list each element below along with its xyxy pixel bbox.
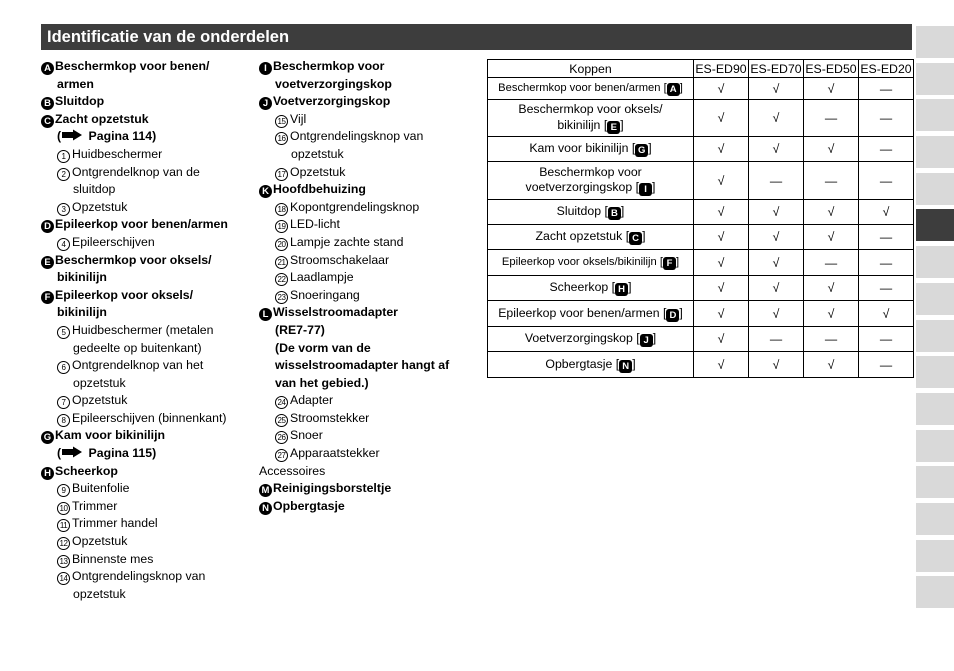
side-tab[interactable]: [916, 430, 954, 462]
table-cell-part-name: [488, 137, 694, 162]
parts-list-line: [259, 340, 484, 358]
not-included-dash: —: [859, 225, 914, 250]
parts-list-line: [41, 252, 251, 270]
parts-list-text: Voetverzorgingskop: [273, 94, 391, 109]
part-name-line: Zacht opzetstuk [: [535, 229, 630, 243]
side-tab[interactable]: [916, 576, 954, 608]
part-name-line: Beschermkop voor: [539, 164, 642, 179]
page-reference-arrow-icon: [61, 129, 83, 141]
parts-list-text: wisselstroomadapter hangt af: [275, 358, 450, 373]
parts-list-text: Beschermkop voor benen/: [55, 59, 210, 73]
parts-list-text: Kam voor bikinilijn: [55, 428, 166, 443]
parts-list-line: [41, 216, 251, 234]
parts-list-line: [259, 498, 484, 516]
parts-list-text: Trimmer handel: [72, 516, 158, 531]
part-letter-badge: M: [259, 484, 272, 497]
included-check: √: [694, 301, 749, 327]
included-check: √: [749, 301, 804, 327]
parts-list-text: Ontgrendelingsknop van: [290, 129, 424, 144]
part-number-circle: 3: [57, 203, 70, 216]
not-included-dash: —: [859, 137, 914, 162]
table-cell-part-name: [488, 352, 694, 378]
parts-list-text: Kopontgrendelingsknop: [290, 199, 420, 214]
parts-list-text: Huidbeschermer: [72, 146, 163, 161]
section-title: Identificatie van de onderdelen: [41, 24, 912, 50]
parts-list-text: Apparaatstekker: [290, 446, 380, 461]
part-letter-badge: G: [635, 144, 648, 157]
not-included-dash: —: [859, 162, 914, 200]
parts-list-text: Stroomstekker: [290, 410, 370, 425]
part-name-line: Kam voor bikinilijn [: [529, 141, 636, 155]
included-check: √: [694, 327, 749, 352]
page-reference-text: Pagina 114): [85, 129, 157, 144]
included-check: √: [694, 137, 749, 162]
bracket-close: ]: [675, 255, 680, 268]
parts-list-text: Opbergtasje: [273, 498, 345, 513]
parts-list-text: Opzetstuk: [72, 534, 128, 549]
part-letter-badge: J: [259, 97, 272, 110]
part-name-line: Opbergtasje [: [545, 356, 620, 371]
not-included-dash: —: [859, 250, 914, 276]
parts-list-line: [259, 76, 484, 94]
included-check: √: [694, 276, 749, 301]
table-row: [488, 301, 914, 327]
parts-list-line: [259, 111, 484, 129]
side-tab[interactable]: [916, 283, 954, 315]
not-included-dash: —: [749, 162, 804, 200]
side-tab[interactable]: [916, 136, 954, 168]
parts-list-line: [259, 375, 484, 393]
included-check: √: [859, 200, 914, 225]
part-number-circle: 25: [275, 414, 288, 427]
bracket-close: ]: [620, 204, 625, 218]
side-tab[interactable]: [916, 466, 954, 498]
side-tab[interactable]: [916, 246, 954, 278]
bracket-close: ]: [632, 356, 636, 371]
parts-list-column-2: [259, 58, 484, 515]
part-number-circle: 24: [275, 396, 288, 409]
table-header-model: ES-ED20: [860, 61, 912, 76]
side-tab[interactable]: [916, 209, 954, 241]
parts-list-text: Opzetstuk: [72, 199, 128, 214]
parts-list-text: Ontgrendelknop van het: [72, 358, 204, 373]
part-name-line: Voetverzorgingskop [: [524, 331, 640, 345]
side-tab[interactable]: [916, 393, 954, 425]
parts-list-text: Binnenste mes: [72, 551, 154, 566]
parts-list-text: LED-licht: [290, 217, 340, 232]
part-number-circle: 11: [57, 519, 70, 532]
parts-list-line: [41, 357, 251, 375]
parts-list-line: [259, 252, 484, 270]
part-number-circle: 23: [275, 291, 288, 304]
parts-list-text: Lampje zachte stand: [290, 234, 404, 249]
included-check: √: [804, 137, 859, 162]
parts-list-text: Epileerschijven (binnenkant): [72, 410, 227, 425]
parts-list-line: [259, 287, 484, 305]
parts-list-text: Wisselstroomadapter: [273, 305, 398, 320]
parts-list-text: Ontgrendelingsknop van: [72, 569, 206, 584]
part-name-line: Beschermkop voor oksels/: [518, 102, 663, 117]
table-row: [488, 352, 914, 378]
table-cell-part-name: [488, 327, 694, 352]
table-header-model: ES-ED50: [805, 61, 857, 76]
bracket-close: ]: [652, 331, 657, 345]
parts-list-line: [41, 234, 251, 252]
bracket-close: ]: [679, 81, 683, 94]
table-cell-part-name: [488, 276, 694, 301]
parts-list-text: Snoer: [290, 428, 323, 443]
part-name-line: voetverzorgingskop [: [525, 180, 640, 195]
parts-list-text: sluitdop: [73, 182, 116, 197]
parts-list-line: [259, 93, 484, 111]
side-tab[interactable]: [916, 26, 954, 58]
part-letter-badge: C: [41, 115, 54, 128]
parts-list-line: [259, 480, 484, 498]
parts-list-text: opzetstuk: [291, 146, 344, 161]
part-letter-badge: A: [667, 83, 680, 96]
parts-list-line: [259, 304, 484, 322]
part-letter-badge: I: [259, 62, 272, 75]
parts-list-line: [41, 480, 251, 498]
table-cell-part-name: [488, 78, 694, 100]
parts-list-line: [259, 128, 484, 146]
part-name-line: Sluitdop [: [556, 204, 608, 218]
part-letter-badge: H: [41, 467, 54, 480]
parts-list-text: Snoeringang: [290, 287, 360, 302]
parts-list-line: [41, 515, 251, 533]
parts-list-text: bikinilijn: [57, 270, 107, 285]
parts-list-line: [259, 392, 484, 410]
parts-list-line: [41, 533, 251, 551]
part-number-circle: 5: [57, 326, 70, 339]
parts-list-line: [259, 58, 484, 76]
included-check: √: [859, 301, 914, 327]
part-number-circle: 12: [57, 537, 70, 550]
parts-list-line: [259, 463, 484, 481]
page-reference-text: Pagina 115): [85, 446, 157, 461]
part-number-circle: 6: [57, 361, 70, 374]
bracket-close: ]: [642, 229, 646, 243]
parts-list-text: Opzetstuk: [290, 164, 346, 179]
included-check: √: [694, 162, 749, 200]
table-cell-part-name: [488, 100, 694, 137]
table-row: [488, 100, 914, 137]
parts-list-line: [259, 181, 484, 199]
parts-list-line: [259, 322, 484, 340]
parts-list-line: [41, 445, 251, 463]
parts-list-line: [259, 234, 484, 252]
part-letter-badge: E: [607, 121, 620, 134]
parts-list-text: (RE7-77): [275, 322, 325, 337]
parts-list-line: [41, 551, 251, 569]
part-number-circle: 17: [275, 168, 288, 181]
parts-list-line: [41, 304, 251, 322]
parts-list-text: gedeelte op buitenkant): [73, 340, 202, 355]
parts-list-text: Adapter: [290, 393, 334, 408]
included-check: √: [804, 276, 859, 301]
not-included-dash: —: [804, 327, 859, 352]
parts-list-text: Hoofdbehuizing: [273, 182, 366, 197]
part-number-circle: 8: [57, 414, 70, 427]
included-check: √: [804, 225, 859, 250]
parts-list-line: [259, 164, 484, 182]
included-check: √: [749, 225, 804, 250]
included-check: √: [749, 250, 804, 276]
part-number-circle: 15: [275, 115, 288, 128]
part-number-circle: 18: [275, 203, 288, 216]
parts-list-line: [41, 76, 251, 94]
parts-list-line: [41, 498, 251, 516]
part-number-circle: 26: [275, 431, 288, 444]
table-header-model: ES-ED90: [695, 61, 747, 76]
parts-list-line: [259, 216, 484, 234]
table-row: [488, 276, 914, 301]
included-check: √: [804, 200, 859, 225]
side-tab[interactable]: [916, 540, 954, 572]
parts-list-line: [41, 199, 251, 217]
part-name-line: Beschermkop voor benen/armen [: [498, 81, 667, 94]
parts-list-text: Trimmer: [72, 498, 118, 513]
parts-list-text: (: [57, 129, 62, 144]
included-check: √: [749, 352, 804, 378]
table-row: [488, 78, 914, 100]
side-tab[interactable]: [916, 356, 954, 388]
parts-list-line: [41, 340, 251, 358]
parts-list-line: [41, 111, 251, 129]
parts-list-text: Sluitdop: [55, 94, 105, 109]
side-tab[interactable]: [916, 63, 954, 95]
part-number-circle: 1: [57, 150, 70, 163]
table-row: [488, 327, 914, 352]
model-comparison-table: [487, 59, 914, 378]
parts-list-line: [41, 322, 251, 340]
parts-list-line: [259, 269, 484, 287]
part-letter-badge: F: [41, 291, 54, 304]
parts-list-text: Stroomschakelaar: [290, 252, 390, 267]
table-cell-part-name: [488, 250, 694, 276]
part-name-line: Scheerkop [: [549, 280, 616, 294]
part-letter-badge: K: [259, 185, 272, 198]
not-included-dash: —: [749, 327, 804, 352]
part-number-circle: 14: [57, 572, 70, 585]
parts-list-line: [41, 269, 251, 287]
side-tab[interactable]: [916, 99, 954, 131]
not-included-dash: —: [859, 100, 914, 137]
parts-list-line: [41, 146, 251, 164]
not-included-dash: —: [804, 162, 859, 200]
included-check: √: [694, 250, 749, 276]
part-number-circle: 22: [275, 273, 288, 286]
included-check: √: [749, 137, 804, 162]
parts-list-text: Ontgrendelknop van de: [72, 164, 200, 179]
parts-list-text: Beschermkop voor: [273, 59, 385, 73]
part-letter-badge: H: [615, 283, 628, 296]
parts-list-line: [41, 287, 251, 305]
bracket-close: ]: [679, 305, 683, 320]
included-check: √: [804, 352, 859, 378]
part-number-circle: 27: [275, 449, 288, 462]
included-check: √: [804, 301, 859, 327]
parts-list-line: [41, 58, 251, 76]
parts-list-text: (: [57, 446, 62, 461]
table-header-model: ES-ED70: [750, 61, 802, 76]
not-included-dash: —: [859, 78, 914, 100]
parts-list-line: [41, 93, 251, 111]
part-name-line: bikinilijn [: [557, 117, 608, 132]
table-cell-part-name: [488, 200, 694, 225]
included-check: √: [749, 276, 804, 301]
side-tab-strip: [916, 26, 954, 613]
parts-list-line: [41, 128, 251, 146]
part-letter-badge: G: [41, 431, 54, 444]
parts-list-line: [41, 586, 251, 604]
part-name-line: Epileerkop voor oksels/bikinilijn [: [501, 255, 663, 268]
parts-list-text: Reinigingsborsteltje: [273, 481, 392, 496]
parts-list-text: Epileerkop voor benen/armen: [55, 217, 228, 232]
not-included-dash: —: [804, 250, 859, 276]
part-letter-badge: D: [666, 309, 679, 322]
parts-list-text: Vijl: [290, 111, 307, 126]
parts-list-line: [259, 410, 484, 428]
side-tab[interactable]: [916, 503, 954, 535]
included-check: √: [804, 78, 859, 100]
parts-list-line: [259, 146, 484, 164]
table-cell-part-name: [488, 301, 694, 327]
parts-list-text: opzetstuk: [73, 375, 126, 390]
part-letter-badge: C: [629, 232, 642, 245]
table-row: [488, 225, 914, 250]
side-tab[interactable]: [916, 320, 954, 352]
part-name-line: Epileerkop voor benen/armen [: [498, 305, 667, 320]
part-number-circle: 2: [57, 168, 70, 181]
included-check: √: [694, 78, 749, 100]
parts-list-line: [41, 392, 251, 410]
included-check: √: [749, 78, 804, 100]
not-included-dash: —: [804, 100, 859, 137]
part-number-circle: 7: [57, 396, 70, 409]
parts-list-text: Laadlampje: [290, 270, 354, 285]
parts-list-line: [41, 164, 251, 182]
parts-list-line: [259, 445, 484, 463]
part-number-circle: 20: [275, 238, 288, 251]
table-row: [488, 162, 914, 200]
part-letter-badge: E: [41, 256, 54, 269]
bracket-close: ]: [652, 180, 656, 195]
included-check: √: [749, 200, 804, 225]
parts-list-column-1: [41, 58, 251, 603]
part-letter-badge: L: [259, 308, 272, 321]
parts-list-text: Epileerkop voor oksels/: [55, 287, 194, 302]
parts-list-text: Epileerschijven: [72, 234, 155, 249]
part-number-circle: 4: [57, 238, 70, 251]
part-number-circle: 16: [275, 132, 288, 145]
parts-list-line: [259, 357, 484, 375]
bracket-close: ]: [648, 141, 652, 155]
not-included-dash: —: [859, 276, 914, 301]
included-check: √: [749, 100, 804, 137]
part-letter-badge: B: [41, 97, 54, 110]
parts-list-text: Opzetstuk: [72, 393, 128, 408]
parts-list-text: Buitenfolie: [72, 481, 130, 496]
part-number-circle: 21: [275, 256, 288, 269]
parts-list-line: [259, 199, 484, 217]
part-letter-badge: N: [619, 360, 632, 373]
included-check: √: [694, 352, 749, 378]
parts-list-line: [41, 427, 251, 445]
parts-list-line: [41, 181, 251, 199]
parts-list-text: bikinilijn: [57, 305, 107, 320]
parts-list-line: [41, 568, 251, 586]
table-row: [488, 137, 914, 162]
parts-list-text: voetverzorgingskop: [275, 76, 392, 91]
parts-list-line: [41, 375, 251, 393]
part-number-circle: 19: [275, 220, 288, 233]
part-letter-badge: A: [41, 62, 54, 75]
part-letter-badge: J: [640, 334, 653, 347]
table-cell-part-name: [488, 162, 694, 200]
side-tab[interactable]: [916, 173, 954, 205]
not-included-dash: —: [859, 327, 914, 352]
part-letter-badge: F: [663, 257, 676, 270]
page-reference-arrow-icon: [61, 446, 83, 458]
included-check: √: [694, 100, 749, 137]
included-check: √: [694, 200, 749, 225]
bracket-close: ]: [628, 280, 632, 294]
parts-list-text: van het gebied.): [275, 375, 369, 390]
table-cell-part-name: [488, 225, 694, 250]
part-letter-badge: N: [259, 502, 272, 515]
part-number-circle: 10: [57, 502, 70, 515]
parts-list-line: [41, 463, 251, 481]
parts-list-text: opzetstuk: [73, 586, 126, 601]
parts-list-text: Huidbeschermer (metalen: [72, 322, 214, 337]
table-header-heads: Koppen: [488, 60, 694, 78]
part-letter-badge: D: [41, 220, 54, 233]
parts-list-text: (De vorm van de: [275, 340, 371, 355]
bracket-close: ]: [620, 117, 624, 132]
parts-list-line: [41, 410, 251, 428]
part-number-circle: 13: [57, 555, 70, 568]
parts-list-text: Accessoires: [259, 463, 326, 478]
table-row: [488, 250, 914, 276]
included-check: √: [694, 225, 749, 250]
parts-list-text: Beschermkop voor oksels/: [55, 252, 212, 267]
parts-list-line: [259, 427, 484, 445]
parts-list-text: armen: [57, 76, 94, 91]
part-letter-badge: B: [608, 207, 621, 220]
part-letter-badge: I: [639, 183, 652, 196]
parts-list-text: Zacht opzetstuk: [55, 111, 149, 126]
part-number-circle: 9: [57, 484, 70, 497]
parts-list-text: Scheerkop: [55, 463, 118, 478]
not-included-dash: —: [859, 352, 914, 378]
table-row: [488, 200, 914, 225]
